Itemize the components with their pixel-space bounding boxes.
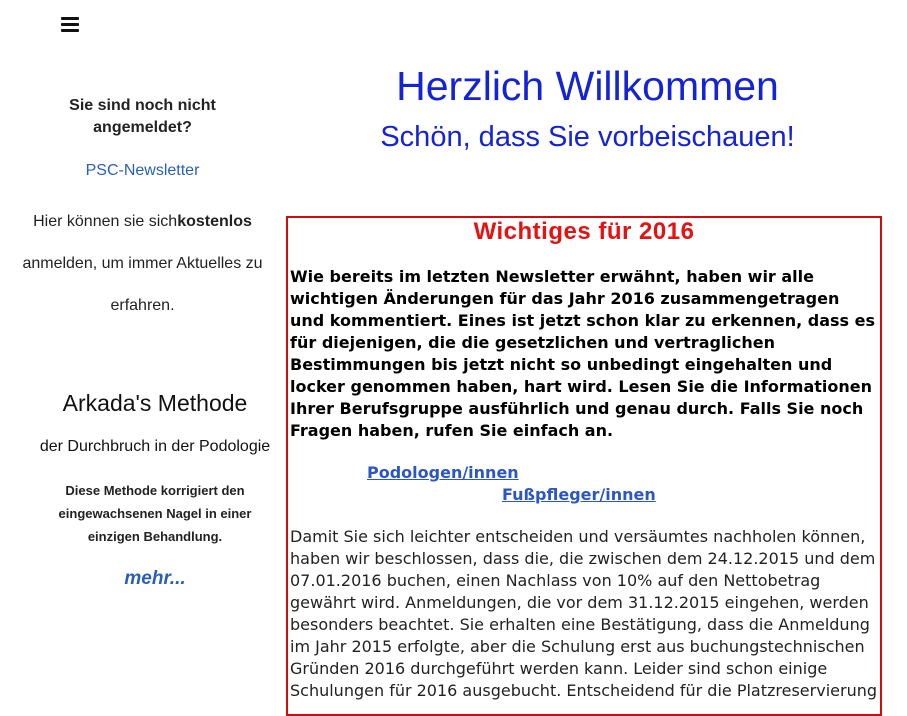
welcome-subtitle: Schön, dass Sie vorbeischauen! xyxy=(380,121,795,153)
sidebar xyxy=(0,0,285,700)
notice-intro: Wie bereits im letzten Newsletter erwähnt, haben wir alle wichtigen Änderungen für das Jahr 2016 zusammengetragen und kommentiert. Eines ist jetzt schon klar zu erkennen, dass es für diejenigen, die die gesetzlichen und vertraglichen Bestimmungen bis jetzt nicht so unbedingt eingehalten und locker genommen haben, hart wird. Lesen Sie die Informationen Ihrer Berufsgruppe ausführlich und genau durch. Falls Sie noch Fragen haben, rufen Sie einfach an. xyxy=(290,267,875,440)
notice-title: Wichtiges für 2016 xyxy=(473,218,695,245)
newsletter-link[interactable]: PSC-Newsletter xyxy=(85,162,200,179)
more-link[interactable]: mehr... xyxy=(124,568,186,589)
podologen-link[interactable]: Podologen/innen xyxy=(367,463,519,482)
method-title: Arkada's Methode xyxy=(62,390,248,416)
register-suffix: anmelden, um immer Aktuelles zu erfahren. xyxy=(22,255,263,314)
welcome-title: Herzlich Willkommen xyxy=(396,63,779,109)
notice-body: Damit Sie sich leichter entscheiden und versäumtes nachholen können, haben wir beschlossen, dass die, die zwischen dem 24.12.2015 und dem 07.01.2016 buchen, einen Nachlass von 10% auf den Nettobetrag gewährt wird. Anmeldungen, die vor dem 31.12.2015 eingehen, werden besonders beachtet. Sie erhalten eine Bestätigung, dass die Anmeldung im Jahr 2015 erfolgte, aber die Schulung erst aus buchungstechnischen Gründen 2016 durchgeführt werden kann. Leider sind schon einige Schulungen für 2016 ausgebucht. Entscheidend für die Platzreservierung xyxy=(290,527,877,700)
login-notice: Sie sind noch nicht angemeldet? xyxy=(69,97,216,136)
register-text xyxy=(10,201,275,327)
method-subtitle: der Durchbruch in der Podologie xyxy=(39,438,271,455)
register-bold: kostenlos xyxy=(177,213,252,230)
fusspfleger-link[interactable]: Fußpfleger/innen xyxy=(502,485,656,504)
register-prefix: Hier können sie sich xyxy=(33,213,178,230)
important-notice-box xyxy=(286,216,882,716)
method-description: Diese Methode korrigiert den eingewachsenen Nagel in einer einzigen Behandlung. xyxy=(58,483,252,544)
